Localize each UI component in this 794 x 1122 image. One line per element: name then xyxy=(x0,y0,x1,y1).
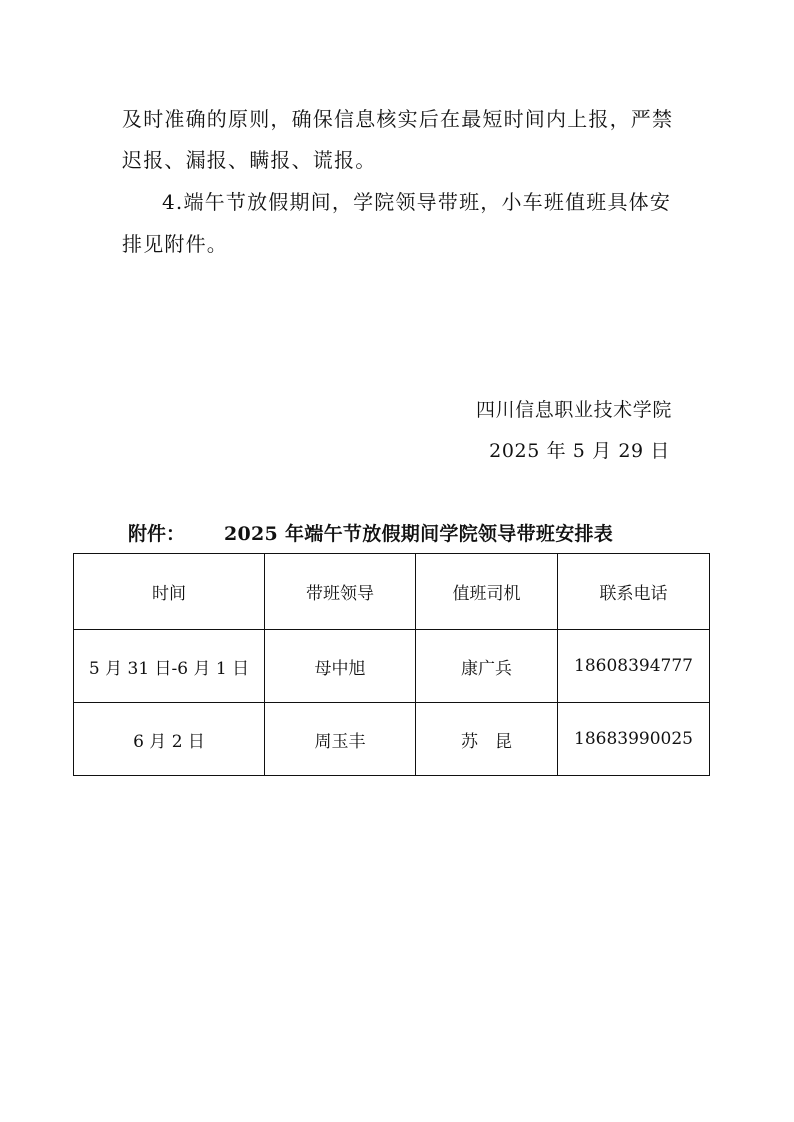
signature-organization: 四川信息职业技术学院 xyxy=(475,399,672,421)
table-header-row xyxy=(74,554,710,630)
cell-time: 5 月 31 日-6 月 1 日 xyxy=(74,630,265,703)
signature-date: 2025 年 5 月 29 日 xyxy=(489,440,670,462)
attachment-heading xyxy=(128,521,613,547)
cell-leader: 周玉丰 xyxy=(265,703,416,776)
cell-driver: 康广兵 xyxy=(416,630,558,703)
attachment-label: 附件： xyxy=(128,523,186,545)
header-leader: 带班领导 xyxy=(265,554,416,630)
cell-time: 6 月 2 日 xyxy=(74,703,265,776)
duty-schedule-table xyxy=(73,553,710,776)
cell-leader: 母中旭 xyxy=(265,630,416,703)
body-line-2: 迟报、漏报、瞒报、谎报。 xyxy=(122,148,377,172)
cell-phone: 18608394777 xyxy=(558,630,710,703)
cell-phone: 18683990025 xyxy=(558,703,710,776)
header-phone: 联系电话 xyxy=(558,554,710,630)
cell-driver: 苏 昆 xyxy=(416,703,558,776)
attachment-title: 2025 年端午节放假期间学院领导带班安排表 xyxy=(224,523,614,545)
header-driver: 值班司机 xyxy=(416,554,558,630)
body-line-3: 4.端午节放假期间，学院领导带班，小车班值班具体安 xyxy=(162,190,672,214)
header-time: 时间 xyxy=(74,554,265,630)
body-line-4: 排见附件。 xyxy=(122,232,228,256)
table-row xyxy=(74,630,710,703)
table-row xyxy=(74,703,710,776)
body-line-1: 及时准确的原则，确保信息核实后在最短时间内上报，严禁 xyxy=(122,107,674,131)
